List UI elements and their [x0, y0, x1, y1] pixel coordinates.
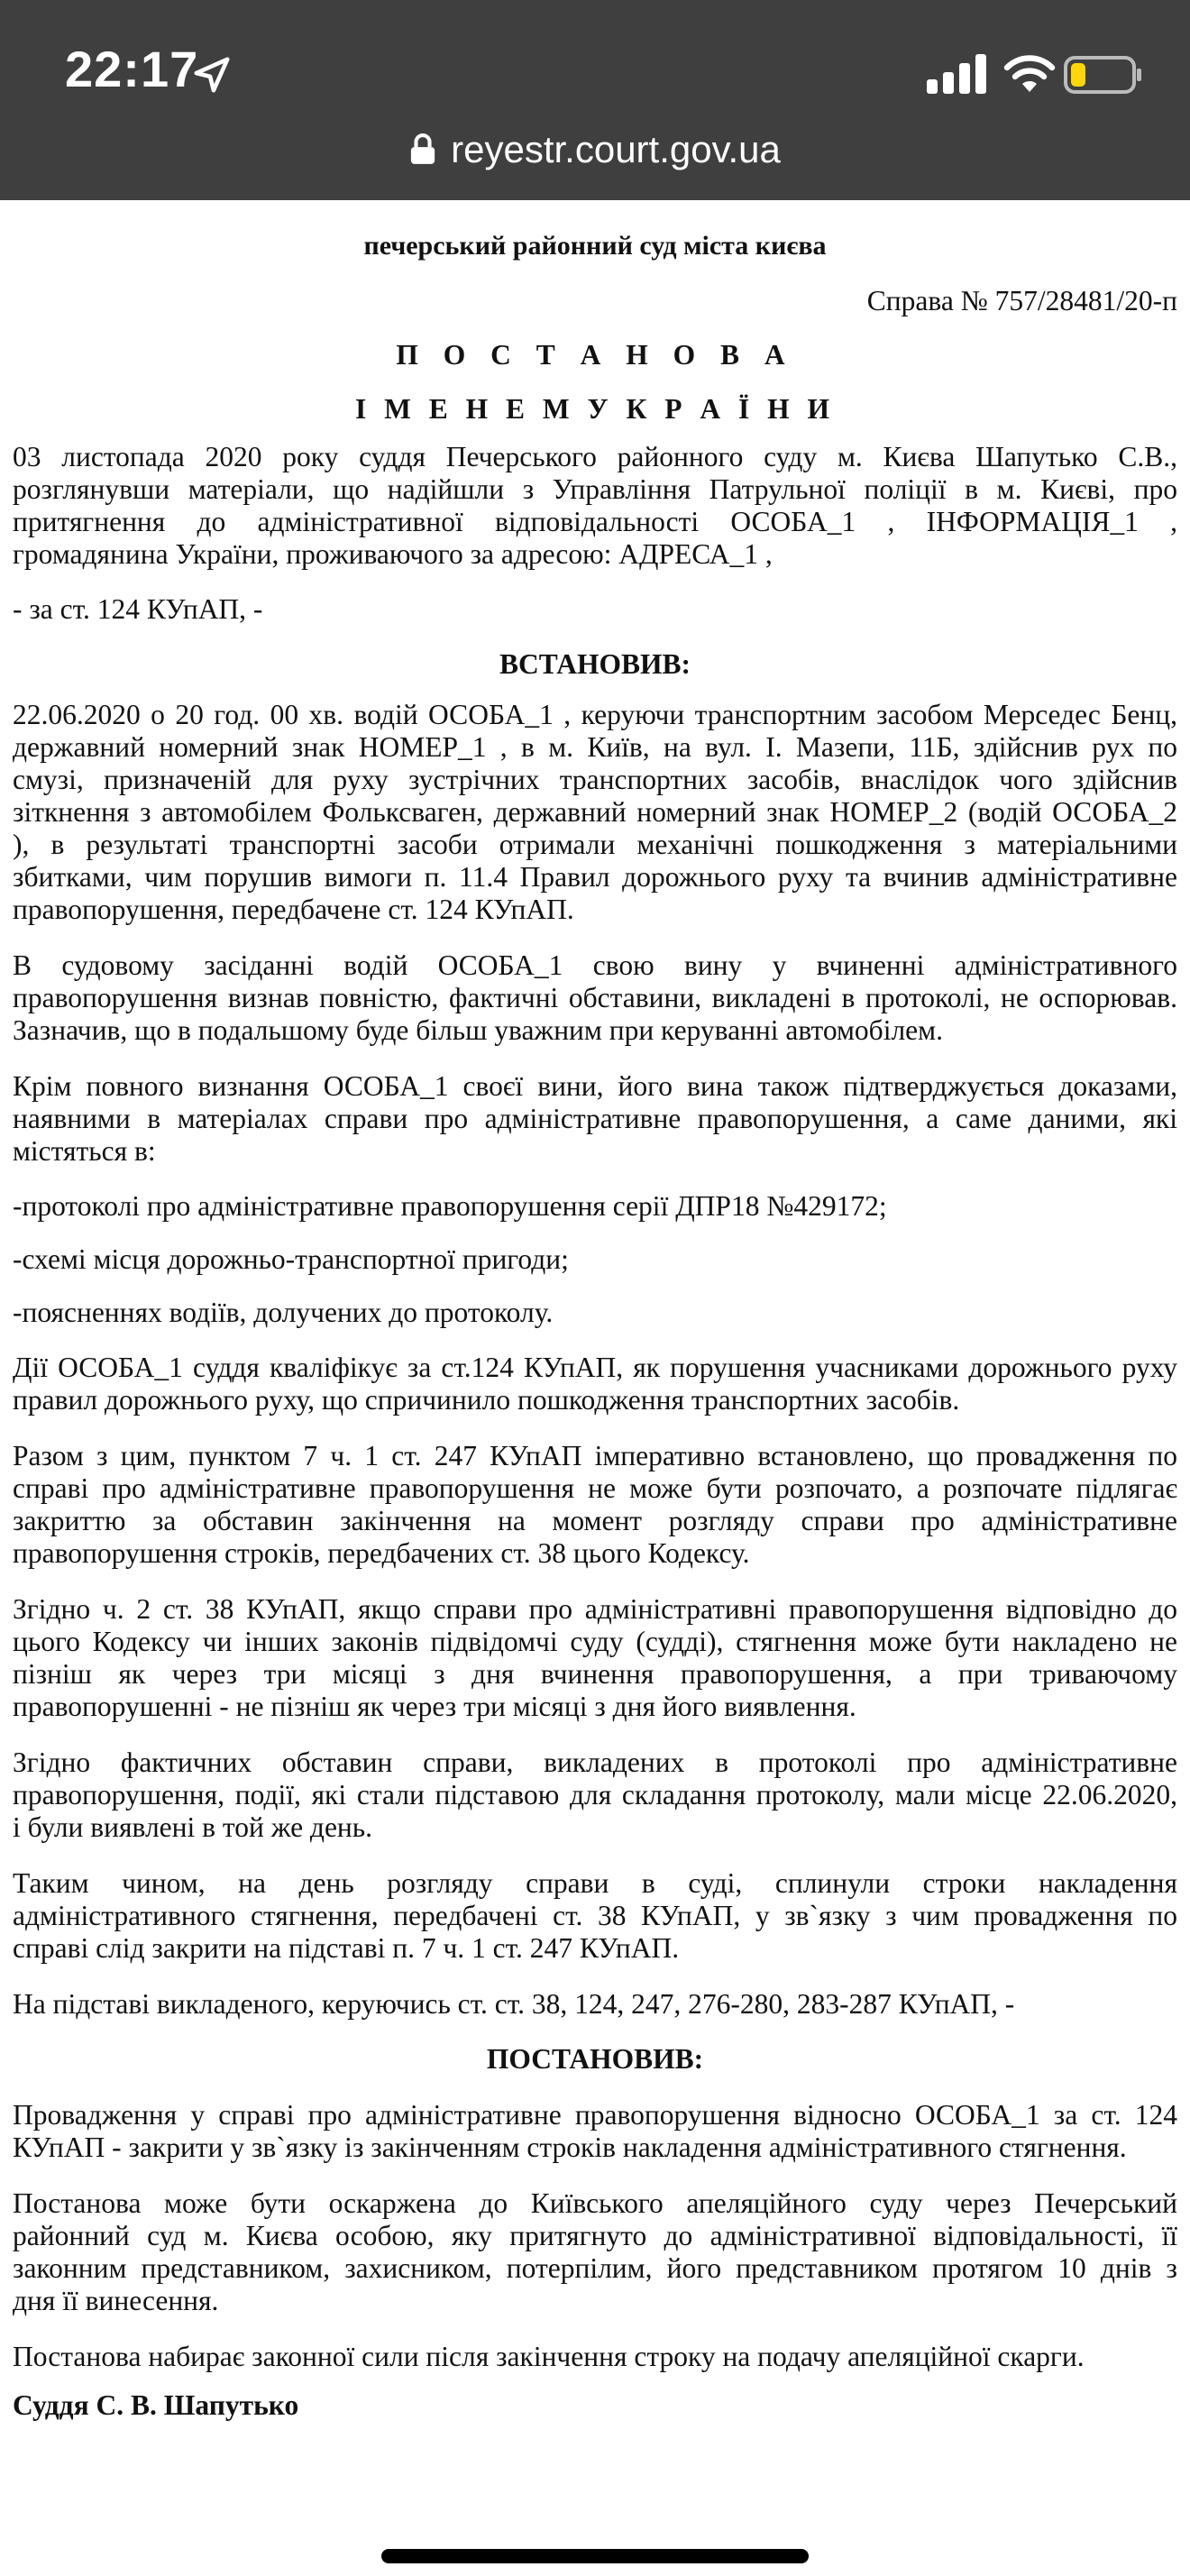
facts-line: ), в результаті транспортні засоби отримали механічні пошкодження з матеріальними — [13, 829, 1177, 860]
facts-line: зіткнення з автомобілем Фольксваген, державний номерний знак НОМЕР_2 (водій ОСОБА_2 — [13, 796, 1177, 828]
hearing-line: правопорушення визнав повністю, фактичні обставини, викладені в протоколі, не оспорював. — [13, 982, 1177, 1013]
address-bar[interactable] — [0, 123, 1190, 177]
facts-line: державний номерний знак НОМЕР_1 , в м. Київ, на вул. І. Мазепи, 11Б, здійснив рух по — [13, 731, 1177, 763]
court-decision-document — [0, 200, 1190, 2576]
appeal-line: Постанова може бути оскаржена до Київського апеляційного суду через Печерський — [13, 2187, 1177, 2219]
appeal-line: законним представником, захисником, потерпілим, його представником протягом 10 днів з — [13, 2252, 1177, 2284]
evidence-line: містяться в: — [13, 1135, 156, 1167]
art247-line: правопорушення строків, передбачених ст. 38 цього Кодексу. — [13, 1537, 750, 1569]
evidence-item: -протоколі про адміністративне правопорушення серії ДПР18 №429172; — [13, 1190, 887, 1222]
lock-icon — [409, 132, 436, 166]
date-line: і були виявлені в той же день. — [13, 1811, 373, 1843]
hearing-line: В судовому засіданні водій ОСОБА_1 свою вину у вчиненні адміністративного — [13, 949, 1177, 981]
document-subtitle: І М Е Н Е М У К Р А Ї Н И — [355, 393, 835, 425]
art38-line: Згідно ч. 2 ст. 38 КУпАП, якщо справи про адміністративні правопорушення відповідно до — [13, 1593, 1177, 1625]
facts-line: 22.06.2020 о 20 год. 00 хв. водій ОСОБА_1 , керуючи транспортним засобом Мерседес Бенц, — [13, 699, 1177, 730]
art247-line: справі про адміністративне правопорушення не може бути розпочато, а розпочате підлягає — [13, 1472, 1177, 1504]
url-text: reyestr.court.gov.ua — [451, 128, 781, 170]
judge-signature: Суддя С. В. Шапутько — [13, 2389, 299, 2421]
date-line: правопорушення, події, які стали підставою для складання протоколу, мали місце 22.06.2020, — [13, 1779, 1177, 1811]
case-number: Справа № 757/28481/20-п — [866, 285, 1177, 316]
force-line: Постанова набирає законної сили після закінчення строку на подачу апеляційної скарги. — [13, 2341, 1085, 2372]
status-bar — [0, 0, 1190, 200]
intro-line: громадянина України, проживаючого за адресою: АДРЕСА_1 , — [13, 538, 773, 570]
facts-line: смузі, призначеній для руху зустрічних транспортних засобів, внаслідок чого здійснив — [13, 764, 1177, 795]
qualify-line: Дії ОСОБА_1 суддя кваліфікує за ст.124 КУпАП, як порушення учасниками дорожнього руху — [13, 1352, 1177, 1383]
wifi-icon — [1002, 52, 1057, 94]
expired-line: адміністративного стягнення, передбачені ст. 38 КУпАП, у зв`язку з чим провадження по — [13, 1900, 1177, 1931]
document-title: П О С Т А Н О В А — [396, 339, 794, 371]
court-name: печерський районний суд міста києва — [363, 231, 827, 261]
close-line: Провадження у справі про адміністративне правопорушення відносно ОСОБА_1 за ст. 124 — [13, 2099, 1177, 2131]
hearing-line: Зазначив, що в подальшому буде більш уважним при керуванні автомобілем. — [13, 1014, 943, 1046]
appeal-line: районний суд м. Києва особою, яку притягнуто до адміністративної відповідальності, її — [13, 2220, 1177, 2251]
location-arrow-icon — [191, 54, 233, 96]
art247-line: закриттю за обставин закінчення на момент розгляду справи про адміністративне — [13, 1505, 1177, 1536]
battery-icon — [1064, 56, 1143, 94]
intro-line: притягнення до адміністративної відповідальності ОСОБА_1 , ІНФОРМАЦІЯ_1 , — [13, 506, 1177, 537]
home-indicator[interactable] — [381, 2549, 809, 2563]
evidence-item: -поясненнях водіїв, долучених до протоколу. — [13, 1297, 554, 1328]
status-time: 22:17 — [65, 41, 199, 97]
expired-line: справі слід закрити на підставі п. 7 ч. 1 ст. 247 КУпАП. — [13, 1932, 680, 1964]
evidence-line: Крім повного визнання ОСОБА_1 своєї вини, його вина також підтверджується доказами, — [13, 1070, 1177, 1102]
signal-icon — [927, 54, 988, 94]
expired-line: Таким чином, на день розгляду справи в суді, сплинули строки накладення — [13, 1867, 1177, 1899]
intro-line: розглянувши матеріали, що надійшли з Управління Патрульної поліції в м. Києві, про — [13, 473, 1177, 505]
evidence-line: наявними в матеріалах справи про адміністративне правопорушення, а саме даними, які — [13, 1103, 1177, 1134]
intro-line: 03 листопада 2020 року суддя Печерського районного суду м. Києва Шапутько С.В., — [13, 441, 1177, 472]
facts-line: правопорушення, передбачене ст. 124 КУпАП. — [13, 894, 574, 925]
facts-line: збитками, чим порушив вимоги п. 11.4 Правил дорожнього руху та вчинив адміністративне — [13, 861, 1177, 893]
evidence-item: -схемі місця дорожньо-транспортної пригоди; — [13, 1243, 569, 1275]
qualify-line: правил дорожнього руху, що спричинило пошкодження транспортних засобів. — [13, 1384, 960, 1416]
art247-line: Разом з цим, пунктом 7 ч. 1 ст. 247 КУпАП імперативно встановлено, що провадження по — [13, 1440, 1177, 1471]
resolved-heading: ПОСТАНОВИВ: — [486, 2043, 704, 2075]
close-line: КУпАП - закрити у зв`язку із закінченням строків накладення адміністративного стягнення. — [13, 2131, 1127, 2163]
art38-line: пізніш як через три місяці з дня вчинення правопорушення, а при триваючому — [13, 1658, 1177, 1690]
article-ref: - за ст. 124 КУпАП, - — [13, 593, 263, 625]
basis-line: На підставі викладеного, керуючись ст. ст. 38, 124, 247, 276-280, 283-287 КУпАП, - — [13, 1988, 1015, 2020]
art38-line: правопорушенні - не пізніш як через три місяці з дня його виявлення. — [13, 1691, 856, 1722]
date-line: Згідно фактичних обставин справи, викладених в протоколі про адміністративне — [13, 1746, 1177, 1778]
established-heading: ВСТАНОВИВ: — [499, 648, 691, 680]
appeal-line: дня її винесення. — [13, 2285, 219, 2316]
art38-line: цього Кодексу чи інших законів підвідомчі суду (судді), стягнення може бути накладено не — [13, 1626, 1177, 1657]
